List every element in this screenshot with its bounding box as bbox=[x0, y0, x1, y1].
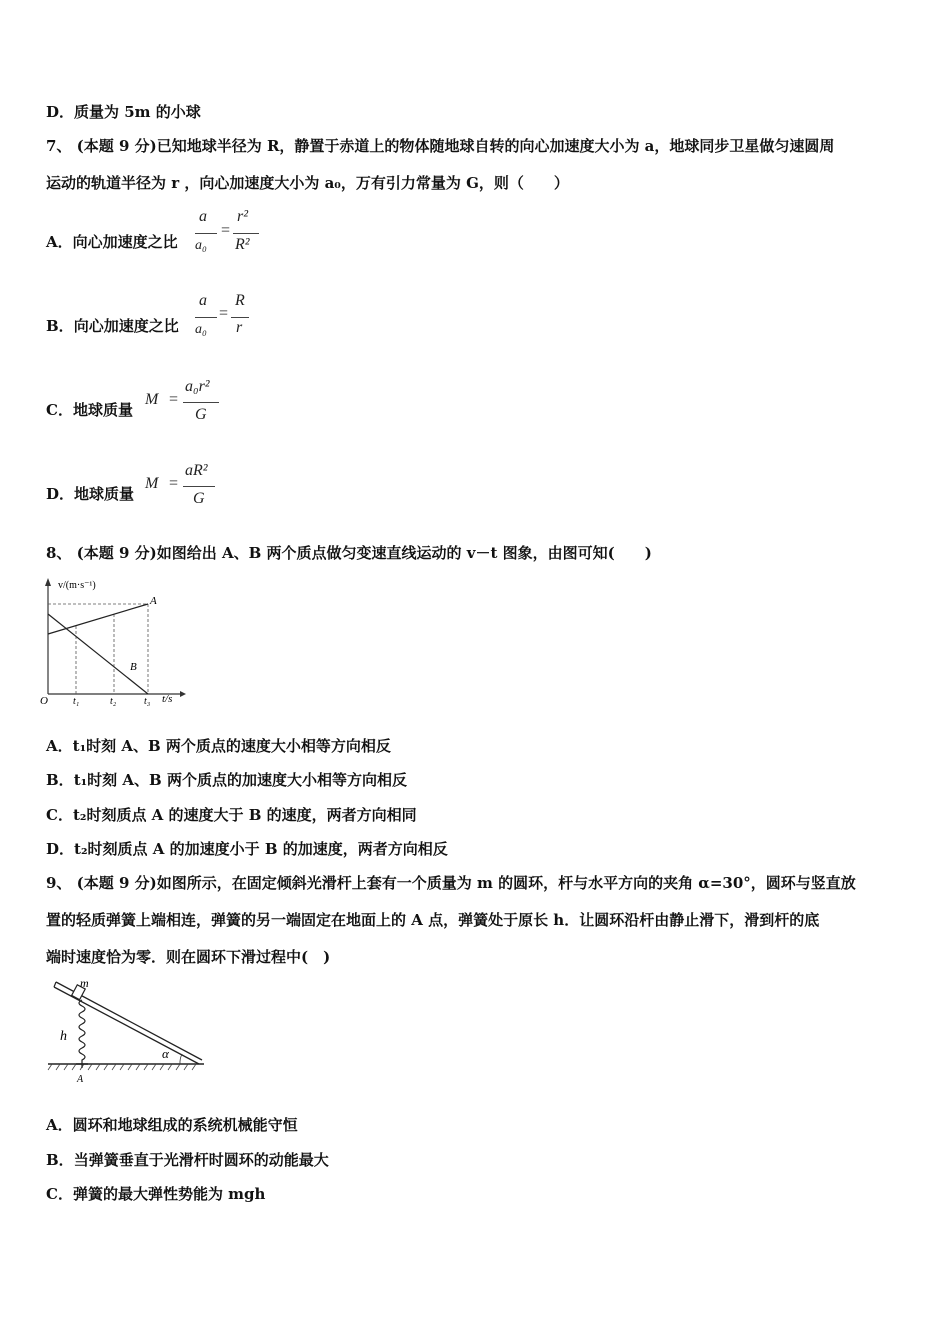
tick-t1: t₁ bbox=[73, 696, 80, 707]
q7-option-c-formula: M = a₀r² G bbox=[145, 378, 235, 433]
q8-vt-graph bbox=[40, 574, 190, 708]
q7-stem-line1: 7、 (本题 9 分)已知地球半径为 R，静置于赤道上的物体随地球自转的向心加速度大小为 a，地球同步卫星做匀速圆周 bbox=[46, 137, 835, 155]
q7-stem-line2: 运动的轨道半径为 r ，向心加速度大小为 a₀，万有引力常量为 G，则（ ） bbox=[46, 174, 569, 192]
y-axis-label: v/(m·s⁻¹) bbox=[58, 580, 96, 591]
q9-stem-line2: 置的轻质弹簧上端相连，弹簧的另一端固定在地面上的 A 点，弹簧处于原长 h．让圆环沿杆由静止滑下，滑到杆的底 bbox=[46, 911, 820, 929]
q7-option-b-formula: a a₀ = R r bbox=[193, 292, 273, 347]
q8-option-c: C．t₂时刻质点 A 的速度大于 B 的速度，两者方向相同 bbox=[46, 806, 417, 824]
q7-option-c: C．地球质量 bbox=[46, 401, 133, 419]
x-axis-arrow bbox=[180, 691, 186, 697]
rod-bottom-edge bbox=[54, 987, 199, 1064]
origin-label: O bbox=[40, 695, 48, 707]
q7-option-d: D．地球质量 bbox=[46, 485, 135, 503]
ground-hatch bbox=[48, 1064, 196, 1070]
height-label: h bbox=[60, 1029, 67, 1044]
line-a bbox=[48, 604, 148, 634]
q6-option-d: D．质量为 5m 的小球 bbox=[46, 103, 201, 121]
angle-label: α bbox=[162, 1046, 169, 1061]
angle-arc bbox=[180, 1054, 182, 1064]
q8-option-b: B．t₁时刻 A、B 两个质点的加速度大小相等方向相反 bbox=[46, 771, 407, 789]
x-axis-label: t/s bbox=[162, 693, 173, 705]
label-b: B bbox=[130, 661, 137, 673]
q9-figure bbox=[44, 976, 214, 1084]
line-b bbox=[48, 614, 148, 694]
spring bbox=[79, 1000, 85, 1068]
q7-option-a: A．向心加速度之比 bbox=[46, 233, 178, 251]
q8-stem: 8、 (本题 9 分)如图给出 A、B 两个质点做匀变速直线运动的 v－t 图象，由图可知( ) bbox=[46, 544, 652, 562]
q9-stem-line3: 端时速度恰为零．则在圆环下滑过程中( ) bbox=[46, 948, 331, 966]
tick-t2: t₂ bbox=[110, 696, 117, 707]
tick-t3: t₃ bbox=[144, 696, 151, 707]
y-axis-arrow bbox=[45, 578, 51, 586]
q9-option-a: A．圆环和地球组成的系统机械能守恒 bbox=[46, 1116, 298, 1134]
q9-option-c: C．弹簧的最大弹性势能为 mgh bbox=[46, 1185, 266, 1203]
q8-option-d: D．t₂时刻质点 A 的加速度小于 B 的加速度，两者方向相反 bbox=[46, 840, 448, 858]
q7-option-a-formula: a a₀ = r² R² bbox=[193, 208, 273, 263]
q7-option-b: B．向心加速度之比 bbox=[46, 317, 179, 335]
q8-option-a: A．t₁时刻 A、B 两个质点的速度大小相等方向相反 bbox=[46, 737, 391, 755]
q9-option-b: B．当弹簧垂直于光滑杆时圆环的动能最大 bbox=[46, 1151, 329, 1169]
q9-stem-line1: 9、 (本题 9 分)如图所示，在固定倾斜光滑杆上套有一个质量为 m 的圆环，杆与水平方向的夹角 α=30°，圆环与竖直放 bbox=[46, 874, 856, 892]
point-a-label: A bbox=[77, 1074, 84, 1084]
q7-option-d-formula: M = aR² G bbox=[145, 462, 235, 517]
mass-label: m bbox=[80, 976, 89, 990]
label-a: A bbox=[150, 595, 157, 607]
